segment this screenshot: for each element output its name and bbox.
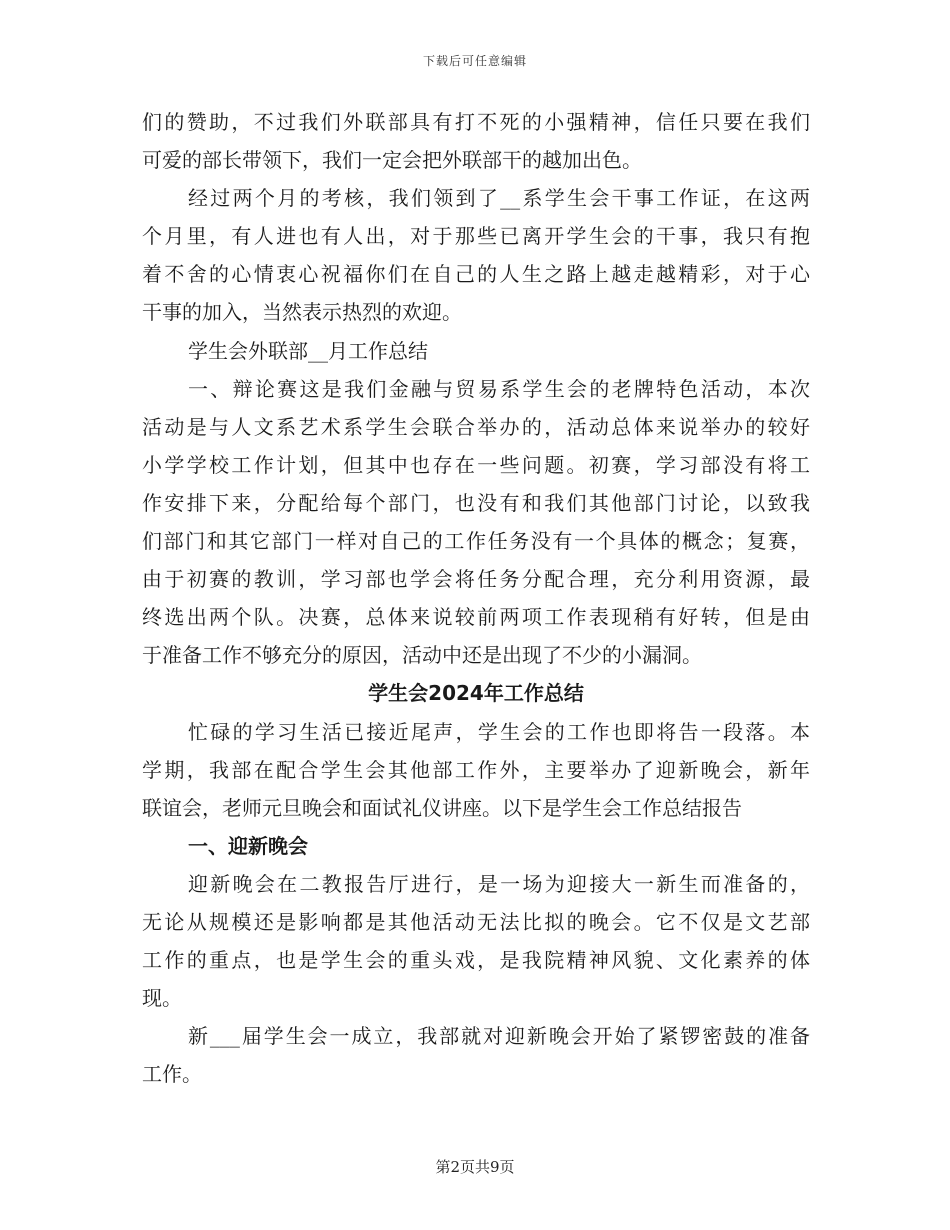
paragraph-line: 活动是与人文系艺术系学生会联合举办的，活动总体来说举办的较好	[142, 414, 810, 439]
paragraph-line: 工作。	[142, 1062, 202, 1087]
paragraph-line: 于准备工作不够充分的原因，活动中还是出现了不少的小漏洞。	[142, 643, 702, 668]
paragraph-line: 作安排下来，分配给每个部门，也没有和我们其他部门讨论，以致我	[142, 490, 810, 515]
paragraph-line: 联谊会，老师元旦晚会和面试礼仪讲座。以下是学生会工作总结报告	[142, 795, 742, 820]
paragraph-line: 迎新晚会在二教报告厅进行，是一场为迎接大一新生而准备的，	[188, 871, 810, 896]
section-heading: 学生会外联部__月工作总结	[188, 338, 428, 363]
paragraph-line: 工作的重点，也是学生会的重头戏，是我院精神风貌、文化素养的体	[142, 948, 810, 973]
paragraph-line: 一、辩论赛这是我们金融与贸易系学生会的老牌特色活动，本次	[188, 376, 810, 401]
document-title: 学生会2024年工作总结	[368, 681, 584, 706]
paragraph-line: 经过两个月的考核，我们领到了__系学生会干事工作证，在这两	[188, 186, 810, 211]
paragraph-line: 们部门和其它部门一样对自己的工作任务没有一个具体的概念；复赛，	[142, 529, 810, 554]
paragraph-line: 终选出两个队。决赛，总体来说较前两项工作表现稍有好转，但是由	[142, 605, 810, 630]
paragraph-line: 无论从规模还是影响都是其他活动无法比拟的晚会。它不仅是文艺部	[142, 909, 810, 934]
paragraph-line: 着不舍的心情衷心祝福你们在自己的人生之路上越走越精彩，对于心	[142, 262, 810, 287]
paragraph-line: 忙碌的学习生活已接近尾声，学生会的工作也即将告一段落。本	[188, 719, 810, 744]
page-footer: 第2页共9页	[435, 1158, 515, 1176]
paragraph-line: 新___届学生会一成立，我部就对迎新晚会开始了紧锣密鼓的准备	[188, 1024, 810, 1049]
paragraph-line: 个月里，有人进也有人出，对于那些已离开学生会的干事，我只有抱	[142, 224, 810, 249]
page-header: 下载后可任意编辑	[422, 54, 527, 68]
paragraph-line: 们的赞助，不过我们外联部具有打不死的小强精神，信任只要在我们	[142, 110, 810, 134]
paragraph-line: 干事的加入，当然表示热烈的欢迎。	[142, 300, 462, 325]
paragraph-line: 现。	[142, 986, 182, 1011]
paragraph-line: 可爱的部长带领下，我们一定会把外联部干的越加出色。	[142, 148, 642, 173]
paragraph-line: 由于初赛的教训，学习部也学会将任务分配合理，充分利用资源，最	[142, 567, 810, 592]
paragraph-line: 小学学校工作计划，但其中也存在一些问题。初赛，学习部没有将工	[142, 452, 810, 477]
document-body	[142, 103, 810, 1093]
paragraph-line: 学期，我部在配合学生会其他部工作外，主要举办了迎新晚会，新年	[142, 757, 810, 782]
section-heading: 一、迎新晚会	[188, 833, 308, 858]
